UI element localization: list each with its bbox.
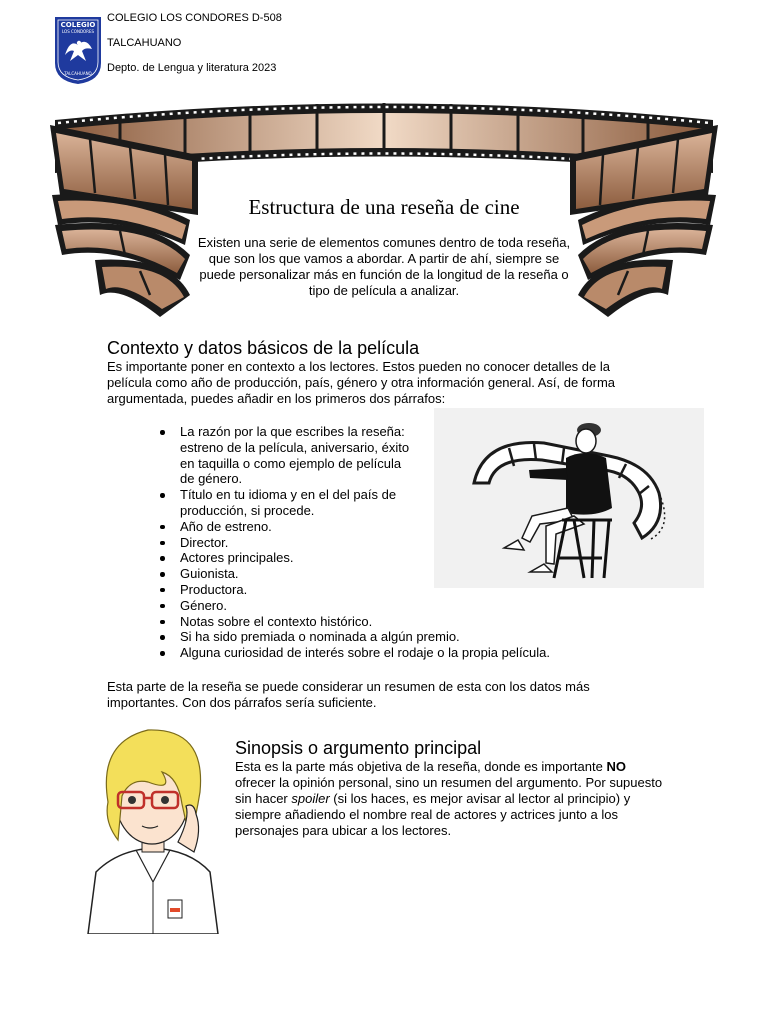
list-item: Género.	[180, 598, 580, 614]
list-item: Director.	[180, 535, 580, 551]
list-item: Año de estreno.	[180, 519, 580, 535]
context-intro-paragraph: Es importante poner en contexto a los lectores. Estos pueden no conocer detalles de la película como año de producción, país, género y otra información general. Así, de forma argumentada, puedes añadir en los primeros dos párrafos:	[107, 359, 616, 406]
synopsis-text-part: (si los haces, es mejor avisar al lector al principio) y siempre añadiendo el nombre real de actores y actrices junto a los personajes para ubicar a los lectores.	[235, 791, 631, 838]
svg-text:LOS CONDORES: LOS CONDORES	[61, 29, 95, 34]
synopsis-paragraph	[235, 759, 665, 839]
school-crest-logo	[52, 15, 104, 85]
list-item: Guionista.	[180, 566, 580, 582]
synopsis-text-part: Esta es la parte más objetiva de la reseña, donde es importante	[235, 759, 607, 774]
list-item: Productora.	[180, 582, 580, 598]
list-item: Si ha sido premiada o nominada a algún premio.	[180, 629, 580, 645]
section-title-synopsis: Sinopsis o argumento principal	[235, 738, 482, 758]
context-closing-paragraph: Esta parte de la reseña se puede considerar un resumen de esta con los datos más importantes. Con dos párrafos sería suficiente.	[107, 679, 590, 710]
list-item: Título en tu idioma y en el del país de producción, si procede.	[180, 487, 418, 519]
film-director-illustration	[434, 408, 704, 588]
department-year: Depto. de Lengua y literatura 2023	[107, 62, 277, 74]
emphasis-spoiler: spoiler	[291, 791, 330, 806]
list-item: Notas sobre el contexto histórico.	[180, 614, 580, 630]
svg-text:TALCAHUANO: TALCAHUANO	[64, 71, 92, 76]
list-item: Actores principales.	[180, 550, 580, 566]
synopsis-text-part: ofrecer la opinión personal, sino un resumen del argumento. Por supuesto sin hacer	[235, 775, 663, 806]
banner-intro-text: Existen una serie de elementos comunes dentro de toda reseña, que son los que vamos a abordar. A partir de ahí, siempre se puede personalizar más en función de la longitud de la reseña o tipo de película a analizar.	[197, 235, 571, 298]
school-name: COLEGIO LOS CONDORES D-508	[107, 12, 282, 24]
svg-text:COLEGIO: COLEGIO	[60, 21, 96, 29]
anime-character-illustration	[78, 722, 228, 934]
list-item: La razón por la que escribes la reseña: estreno de la película, aniversario, éxito en taquilla o como ejemplo de película de género.	[180, 424, 418, 487]
section-title-context: Contexto y datos básicos de la película	[107, 338, 420, 358]
school-city: TALCAHUANO	[107, 37, 182, 49]
page-title: Estructura de una reseña de cine	[248, 195, 520, 219]
emphasis-no: NO	[606, 759, 626, 774]
list-item: Alguna curiosidad de interés sobre el rodaje o la propia película.	[180, 645, 580, 661]
